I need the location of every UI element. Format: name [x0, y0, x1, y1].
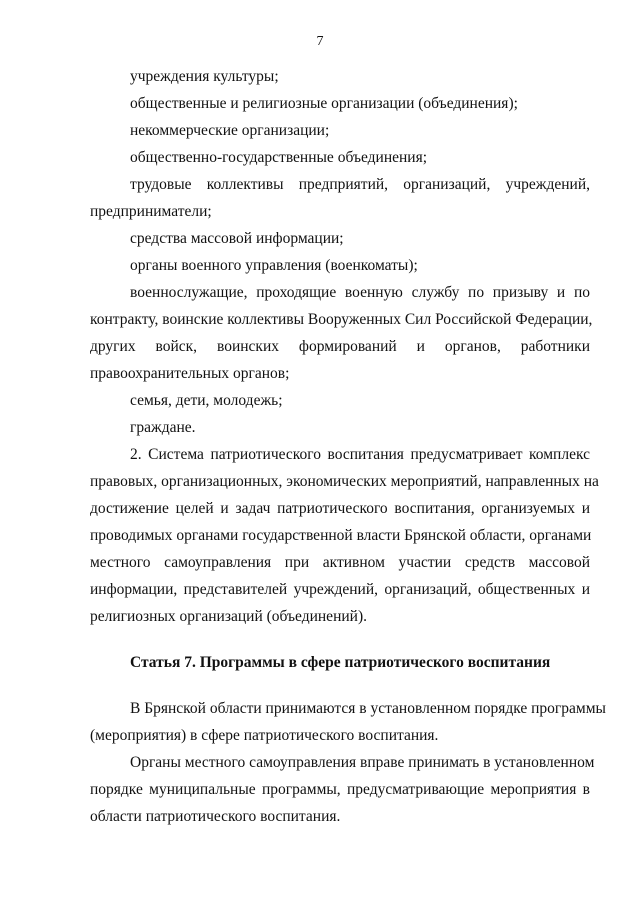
paragraph-line: информации, представителей учреждений, организаций, общественных и: [90, 581, 590, 598]
paragraph-line: проводимых органами государственной власти Брянской области, органами: [90, 527, 592, 544]
paragraph-line: В Брянской области принимаются в установленном порядке программы: [130, 700, 606, 717]
list-item: учреждения культуры;: [130, 68, 279, 85]
paragraph-line: правовых, организационных, экономических мероприятий, направленных на: [90, 473, 599, 490]
paragraph-line: местного самоуправления при активном участии средств массовой: [90, 554, 590, 571]
list-item: органы военного управления (военкоматы);: [130, 257, 418, 274]
list-item: общественные и религиозные организации (объединения);: [130, 95, 518, 112]
list-item: военнослужащие, проходящие военную службу по призыву и по: [130, 284, 590, 301]
list-item: семья, дети, молодежь;: [130, 392, 283, 409]
list-item: некоммерческие организации;: [130, 122, 330, 139]
paragraph-line: религиозных организаций (объединений).: [90, 608, 367, 625]
list-item-continuation: других войск, воинских формирований и органов, работники: [90, 338, 590, 355]
article-heading: Статья 7. Программы в сфере патриотического воспитания: [130, 654, 551, 671]
list-item: средства массовой информации;: [130, 230, 344, 247]
paragraph-line: 2. Система патриотического воспитания предусматривает комплекс: [130, 446, 590, 463]
paragraph-line: (мероприятия) в сфере патриотического воспитания.: [90, 727, 439, 744]
page-number: 7: [316, 34, 324, 49]
list-item-continuation: правоохранительных органов;: [90, 365, 290, 382]
paragraph-line: достижение целей и задач патриотического воспитания, организуемых и: [90, 500, 590, 517]
document-body: [90, 63, 606, 830]
paragraph-line: Органы местного самоуправления вправе принимать в установленном: [130, 754, 595, 771]
list-item-continuation: контракту, воинские коллективы Вооруженных Сил Российской Федерации,: [90, 311, 593, 328]
list-item: граждане.: [130, 419, 196, 436]
paragraph-line: области патриотического воспитания.: [90, 808, 341, 825]
list-item: трудовые коллективы предприятий, организаций, учреждений,: [130, 176, 590, 193]
list-item-continuation: предприниматели;: [90, 203, 212, 220]
paragraph-line: порядке муниципальные программы, предусматривающие мероприятия в: [90, 781, 590, 798]
list-item: общественно-государственные объединения;: [130, 149, 428, 166]
